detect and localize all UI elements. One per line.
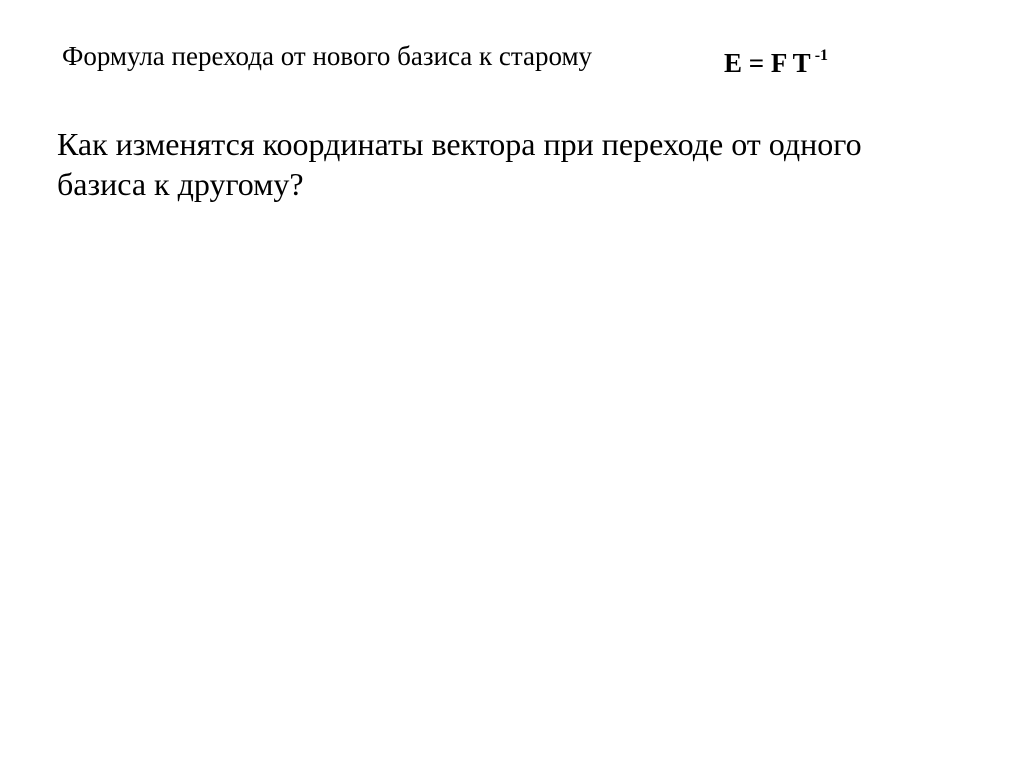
formula-expression: [724, 36, 828, 83]
formula-lhs: E: [724, 48, 743, 78]
formula-line: [62, 36, 962, 76]
question-line-1: Как изменятся координаты вектора при переходе от одного: [57, 126, 862, 162]
formula-t: T: [792, 48, 811, 78]
question-text: [57, 124, 957, 204]
question-line-2: базиса к другому?: [57, 166, 304, 202]
formula-equals: =: [748, 48, 765, 78]
formula-exponent: -1: [814, 47, 829, 64]
formula-f: F: [770, 48, 787, 78]
formula-caption: Формула перехода от нового базиса к старому: [62, 41, 593, 71]
